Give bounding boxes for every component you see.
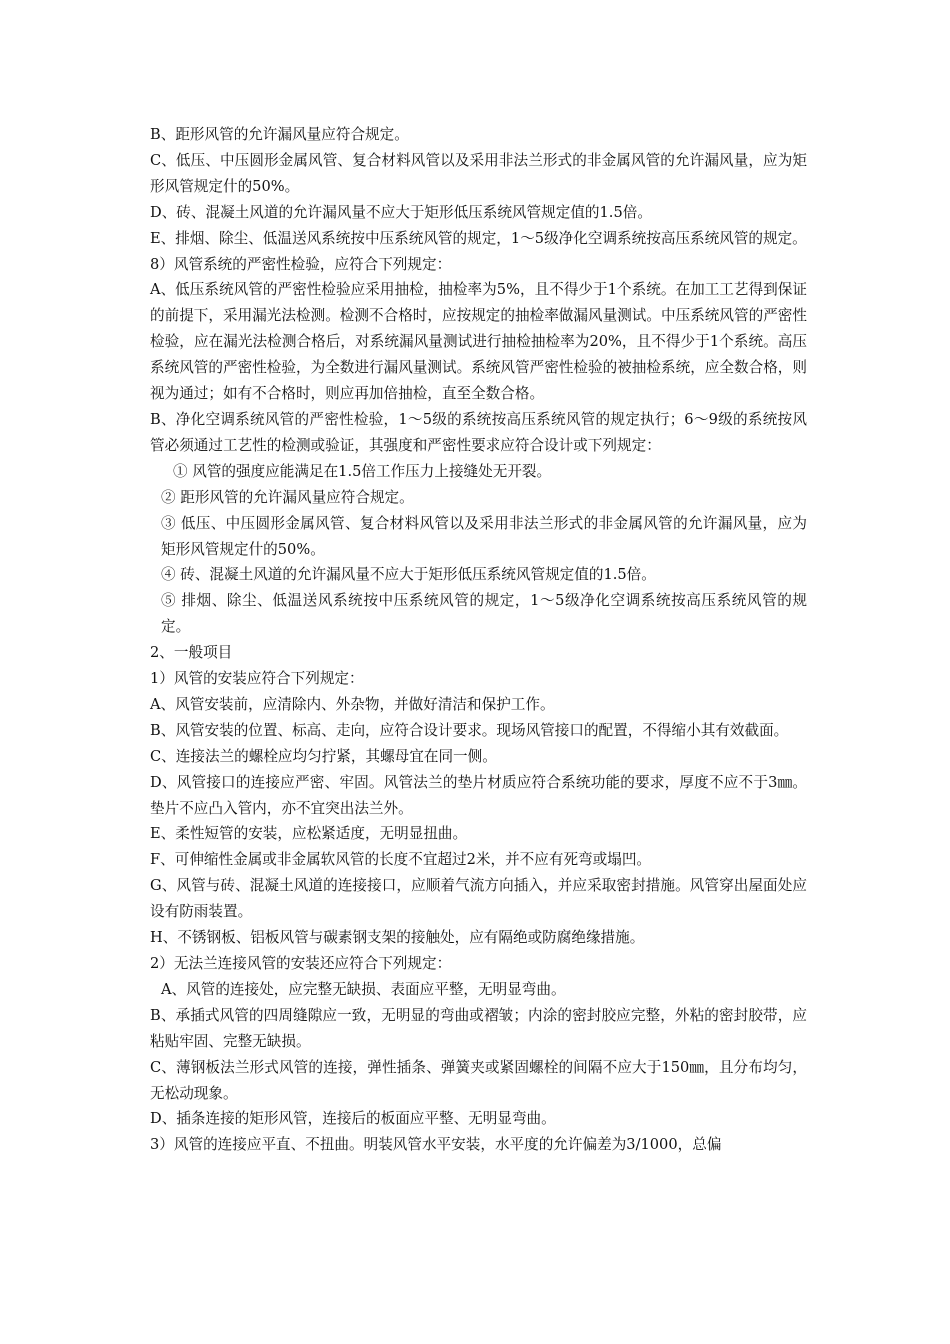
- paragraph: C、薄钢板法兰形式风管的连接，弹性插条、弹簧夹或紧固螺栓的间隔不应大于150㎜，且分布均匀，无松动现象。: [150, 1058, 807, 1102]
- paragraph: E、排烟、除尘、低温送风系统按中压系统风管的规定，1～5级净化空调系统按高压系统风管的规定。: [150, 229, 807, 247]
- paragraph: 2、一般项目: [150, 644, 233, 662]
- paragraph: B、风管安装的位置、标高、走向，应符合设计要求。现场风管接口的配置，不得缩小其有效截面。: [150, 721, 789, 739]
- paragraph: D、风管接口的连接应严密、牢固。风管法兰的垫片材质应符合系统功能的要求，厚度不应不于3㎜。垫片不应凸入管内，亦不宜突出法兰外。: [150, 773, 807, 817]
- paragraph: ③ 低压、中压圆形金属风管、复合材料风管以及采用非法兰形式的非金属风管的允许漏风量，应为矩形风管规定什的50%。: [161, 514, 807, 558]
- paragraph: D、插条连接的矩形风管，连接后的板面应平整、无明显弯曲。: [150, 1110, 556, 1128]
- paragraph: D、砖、混凝土风道的允许漏风量不应大于矩形低压系统风管规定值的1.5倍。: [150, 203, 652, 221]
- paragraph: ① 风管的强度应能满足在1.5倍工作压力上接缝处无开裂。: [173, 462, 552, 480]
- document-page: [143, 122, 807, 1158]
- paragraph: ⑤ 排烟、除尘、低温送风系统按中压系统风管的规定，1～5级净化空调系统按高压系统风管的规定。: [161, 592, 807, 636]
- paragraph: ④ 砖、混凝土风道的允许漏风量不应大于矩形低压系统风管规定值的1.5倍。: [161, 566, 656, 584]
- paragraph: C、连接法兰的螺栓应均匀拧紧，其螺母宜在同一侧。: [150, 747, 497, 765]
- paragraph: ② 距形风管的允许漏风量应符合规定。: [161, 488, 414, 506]
- paragraph: 2）无法兰连接风管的安装还应符合下列规定：: [150, 955, 452, 972]
- paragraph: C、低压、中压圆形金属风管、复合材料风管以及采用非法兰形式的非金属风管的允许漏风量，应为矩形风管规定什的50%。: [150, 151, 807, 195]
- paragraph: 3）风管的连接应平直、不扭曲。明装风管水平安装，水平度的允许偏差为3/1000，总偏: [150, 1136, 722, 1154]
- paragraph: B、承插式风管的四周缝隙应一致，无明显的弯曲或褶皱；内涂的密封胶应完整，外粘的密封胶带，应粘贴牢固、完整无缺损。: [150, 1006, 807, 1050]
- paragraph: E、柔性短管的安装，应松紧适度，无明显扭曲。: [150, 825, 468, 843]
- paragraph: 1）风管的安装应符合下列规定：: [150, 670, 364, 688]
- paragraph: A、风管安装前，应清除内、外杂物，并做好清洁和保护工作。: [150, 695, 555, 713]
- paragraph: G、风管与砖、混凝土风道的连接接口，应顺着气流方向插入，并应采取密封措施。风管穿出屋面处应设有防雨装置。: [150, 877, 807, 921]
- paragraph: 8）风管系统的严密性检验，应符合下列规定：: [150, 255, 452, 273]
- paragraph: A、风管的连接处，应完整无缺损、表面应平整，无明显弯曲。: [161, 980, 566, 998]
- paragraph: F、可伸缩性金属或非金属软风管的长度不宜超过2米，并不应有死弯或塌凹。: [150, 851, 652, 869]
- paragraph: B、净化空调系统风管的严密性检验，1～5级的系统按高压系统风管的规定执行；6～9级的系统按风管必须通过工艺性的检测或验证，其强度和严密性要求应符合设计或下列规定：: [150, 410, 807, 454]
- paragraph: B、距形风管的允许漏风量应符合规定。: [150, 126, 409, 143]
- paragraph: H、不锈钢板、铝板风管与碳素钢支架的接触处，应有隔绝或防腐绝缘措施。: [150, 929, 645, 947]
- paragraph: A、低压系统风管的严密性检验应采用抽检，抽检率为5%，且不得少于1个系统。在加工工艺得到保证的前提下，采用漏光法检测。检测不合格时，应按规定的抽检率做漏风量测试。中压系统风管的严密性检验，应在漏光法检测合格后，对系统漏风量测试进行抽检抽检率为20%，且不得少于1个系统。高压系统风管的严密性检验，为全数进行漏风量测试。系统风管严密性检验的被抽检系统，应全数合格，则视为通过；如有不合格时，则应再加倍抽检，直至全数合格。: [150, 281, 807, 403]
